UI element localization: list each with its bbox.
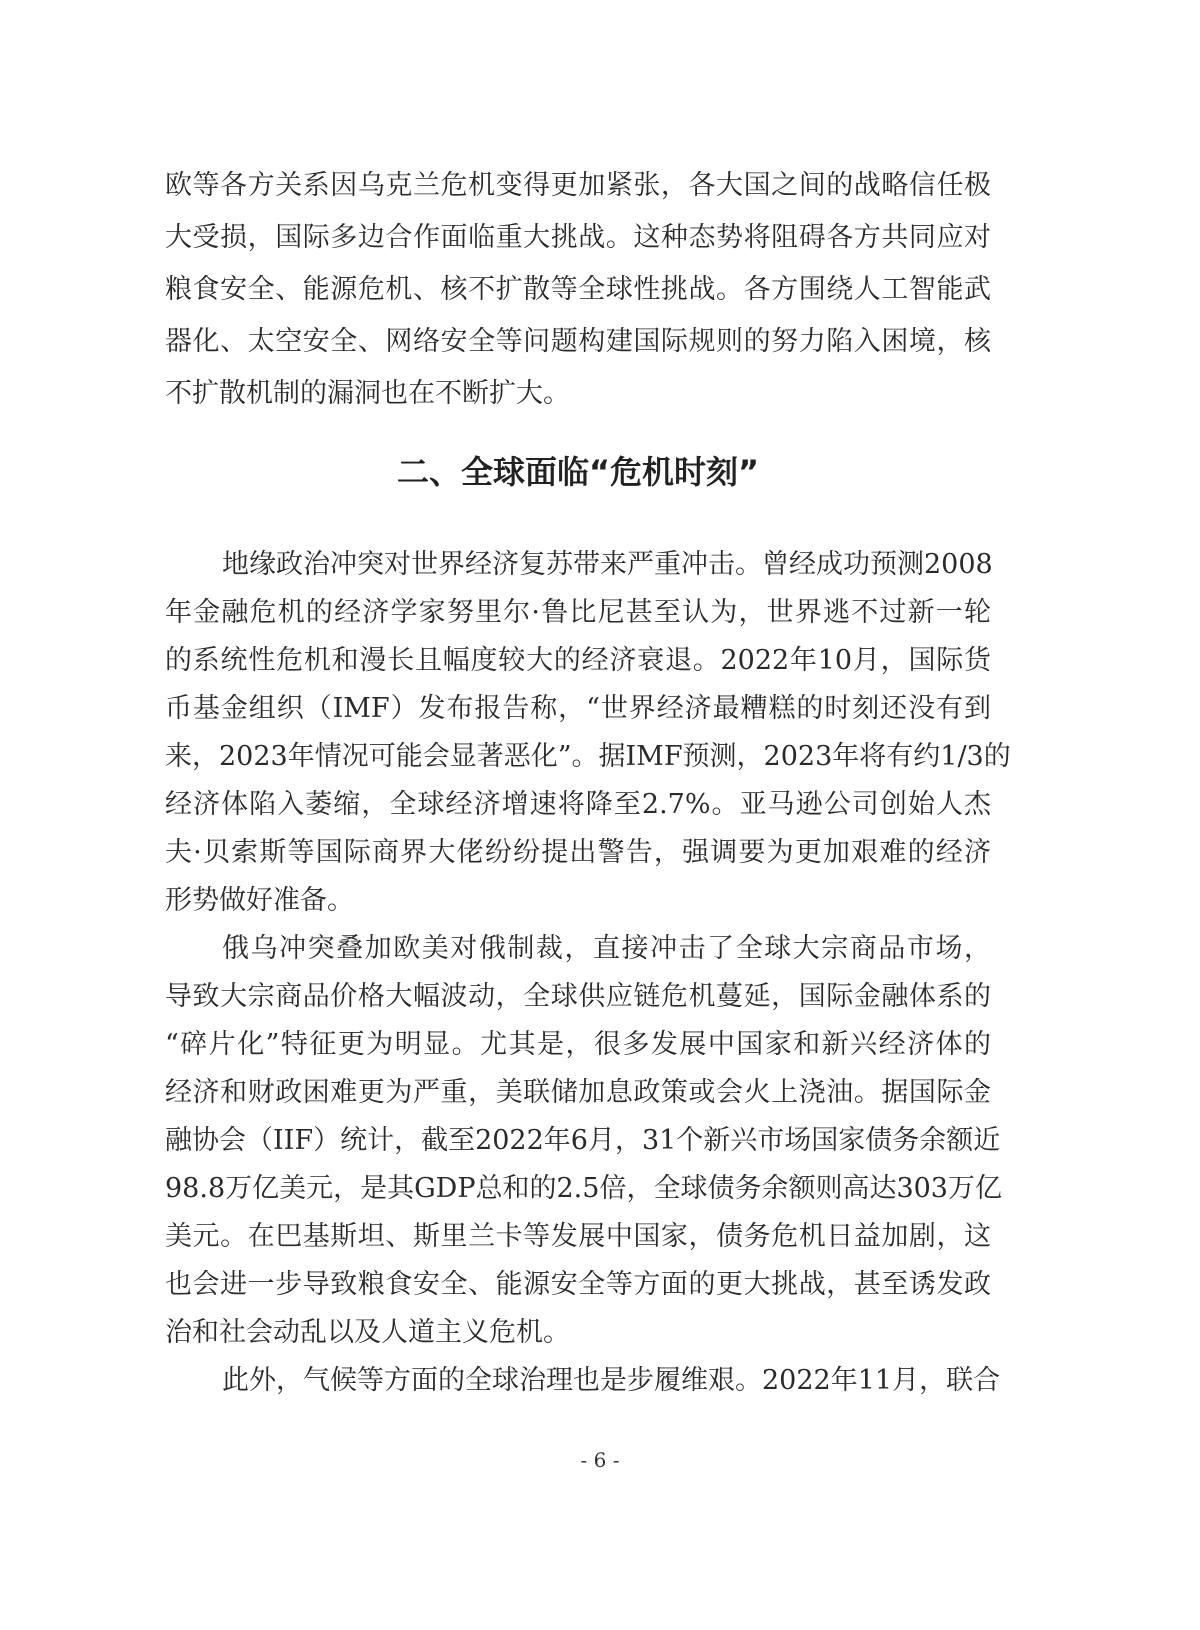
text-line: 来，2023年情况可能会显著恶化”。据IMF预测，2023年将有约1/3的 (165, 741, 1011, 772)
document-body (165, 160, 1011, 1405)
text-line: 98.8万亿美元，是其GDP总和的2.5倍，全球债务余额则高达303万亿 (165, 1173, 1002, 1204)
paragraph (165, 1357, 1001, 1405)
text-line: 融协会（IIF）统计，截至2022年6月，31个新兴市场国家债务余额近 (165, 1125, 1001, 1156)
text-line: 俄乌冲突叠加欧美对俄制裁，直接冲击了全球大宗商品市场， (222, 933, 991, 964)
text-line: 不扩散机制的漏洞也在不断扩大。 (165, 378, 570, 409)
page-number: - 6 - (580, 1448, 620, 1472)
text-line: 欧等各方关系因乌克兰危机变得更加紧张，各大国之间的战略信任极 (165, 170, 991, 201)
paragraph (165, 160, 991, 420)
paragraph (165, 925, 1002, 1357)
text-line: 经济和财政困难更为严重，美联储加息政策或会火上浇油。据国际金 (165, 1077, 991, 1108)
text-line: 地缘政治冲突对世界经济复苏带来严重冲击。曾经成功预测2008 (222, 549, 993, 580)
text-line: 的系统性危机和漫长且幅度较大的经济衰退。2022年10月，国际货 (165, 645, 991, 676)
paragraph (165, 541, 1011, 925)
text-line: 器化、太空安全、网络安全等问题构建国际规则的努力陷入困境，核 (165, 326, 991, 357)
text-line: 粮食安全、能源危机、核不扩散等全球性挑战。各方围绕人工智能武 (165, 274, 991, 305)
paragraphs-after-heading (165, 541, 1011, 1405)
text-line: 年金融危机的经济学家努里尔·鲁比尼甚至认为，世界逃不过新一轮 (165, 597, 991, 628)
section-heading: 二、全球面临“危机时刻” (396, 453, 760, 491)
text-line: 币基金组织（IMF）发布报告称，“世界经济最糟糕的时刻还没有到 (165, 693, 991, 724)
text-line: 形势做好准备。 (165, 885, 354, 916)
text-line: 大受损，国际多边合作面临重大挑战。这种态势将阻碍各方共同应对 (165, 222, 991, 253)
text-line: 导致大宗商品价格大幅波动，全球供应链危机蔓延，国际金融体系的 (165, 981, 991, 1012)
text-line: 经济体陷入萎缩，全球经济增速将降至2.7%。亚马逊公司创始人杰 (165, 789, 991, 820)
text-line: 也会进一步导致粮食安全、能源安全等方面的更大挑战，甚至诱发政 (165, 1269, 991, 1300)
text-line: 美元。在巴基斯坦、斯里兰卡等发展中国家，债务危机日益加剧，这 (165, 1221, 991, 1252)
text-line: 夫·贝索斯等国际商界大佬纷纷提出警告，强调要为更加艰难的经济 (165, 837, 991, 868)
paragraphs-before-heading (165, 160, 991, 420)
text-line: 治和社会动乱以及人道主义危机。 (165, 1317, 570, 1348)
text-line: 此外，气候等方面的全球治理也是步履维艰。2022年11月，联合 (222, 1365, 1001, 1396)
text-line: “碎片化”特征更为明显。尤其是，很多发展中国家和新兴经济体的 (165, 1029, 991, 1060)
